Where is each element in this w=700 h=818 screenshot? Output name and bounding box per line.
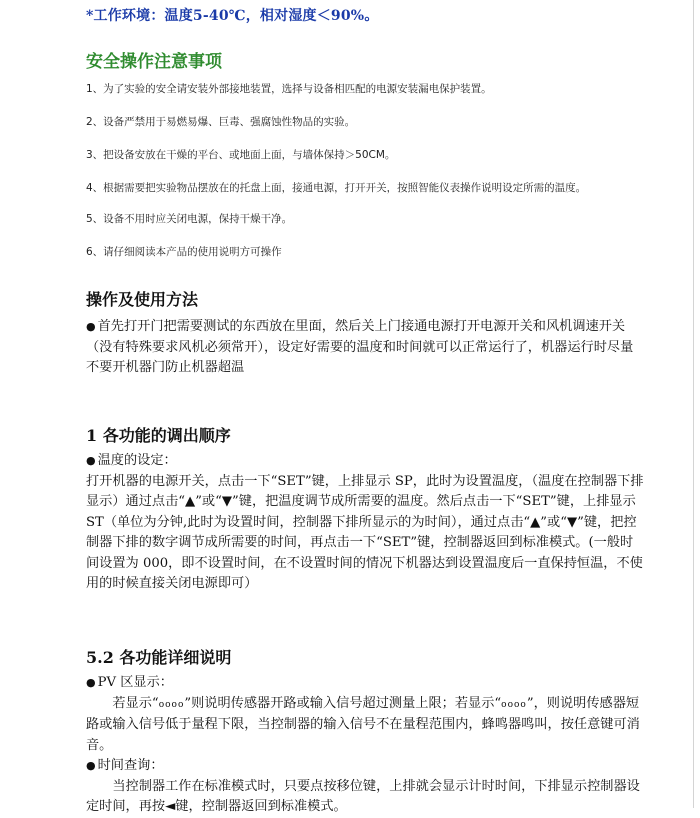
pv-text-c: ”，则说明传感器短路或输入信号低于量程下限，当控制器的输入信号不在量程范围内，蜂鸣器鸣叫，按任意键可消音。	[86, 695, 640, 753]
safety-rule-6: 6、请仔细阅读本产品的使用说明方可操作	[86, 246, 282, 258]
safety-rules-list	[86, 79, 646, 275]
safety-rule-3: 3、把设备安放在干燥的平台、或地面上面，与墙体保持＞50CM。	[86, 149, 396, 161]
safety-title: 安全操作注意事项	[86, 52, 222, 72]
pv-label-row	[86, 673, 646, 694]
bullet-icon: ●	[86, 454, 96, 467]
bullet-icon: ●	[86, 320, 96, 333]
section52-title: 5.2 各功能详细说明	[86, 648, 232, 667]
pv-text-a: 若显示“	[112, 695, 159, 711]
operation-title: 操作及使用方法	[86, 290, 199, 309]
time-query-body: 当控制器工作在标准模式时，只要点按移位键，上排就会显示计时时间，下排显示控制器设定时间，再按◄键，控制器返回到标准模式。	[86, 778, 640, 814]
section1-title: 1 各功能的调出顺序	[86, 426, 231, 445]
operation-text: 首先打开门把需要测试的东西放在里面，然后关上门接通电源打开电源开关和风机调速开关（没有特殊要求风机必须常开），设定好需要的温度和时间就可以正常运行了，机器运行时尽量不要开机器门防止机器超温	[86, 319, 634, 375]
temperature-setting-label-row	[86, 451, 646, 472]
pv-text-b: ”则说明传感器开路或输入信号超过测量上限；若显示“	[184, 695, 502, 711]
safety-rule-4: 4、根据需要把实验物品摆放在的托盘上面，接通电源，打开开关，按照智能仪表操作说明设定所需的温度。	[86, 182, 587, 194]
open-circuit-display-glyph: oooo	[158, 699, 185, 710]
bullet-icon: ●	[86, 759, 96, 772]
pv-description	[86, 694, 646, 757]
working-environment-line: *工作环境：温度5-40℃，相对湿度＜90%。	[86, 8, 379, 24]
section52-paragraph	[86, 673, 646, 818]
time-label-row	[86, 756, 646, 777]
short-circuit-display-glyph: oooo	[501, 699, 527, 710]
bullet-icon: ●	[86, 676, 96, 689]
section1-paragraph	[86, 451, 646, 595]
temperature-setting-label: 温度的设定：	[97, 453, 177, 468]
safety-rule-1: 1、为了实验的安全请安装外部接地装置，选择与设备相匹配的电源安装漏电保护装置。	[86, 83, 492, 95]
time-query-label: 时间查询：	[97, 758, 164, 773]
temperature-setting-text: 打开机器的电源开关，点击一下“SET”键，上排显示 SP，此时为设置温度，（温度在控制器下排显示）通过点击“▲”或“▼”键，把温度调节成所需要的温度。然后点击一下“SET”键，上排显示 ST（单位为分钟,此时为设置时间，控制器下排所显示的为时间），通过点击“▲”或“▼”键，把控制器下排的数字调节成所需要的时间，再点击一下“SET”键，控制器返回到标准模式。(一般时间设置为 000，即不设置时间，在不设置时间的情况下机器达到设置温度后一直保持恒温，不使用的时候直接关闭电源即可）	[86, 473, 644, 591]
pv-label: PV 区显示：	[97, 675, 173, 690]
time-query-text	[86, 777, 646, 818]
operation-paragraph	[86, 317, 646, 379]
page-edge-rule	[693, 0, 694, 808]
safety-rule-5: 5、设备不用时应关闭电源，保持干燥干净。	[86, 213, 293, 225]
safety-rule-2: 2、设备严禁用于易燃易爆、巨毒、强腐蚀性物品的实验。	[86, 116, 356, 128]
